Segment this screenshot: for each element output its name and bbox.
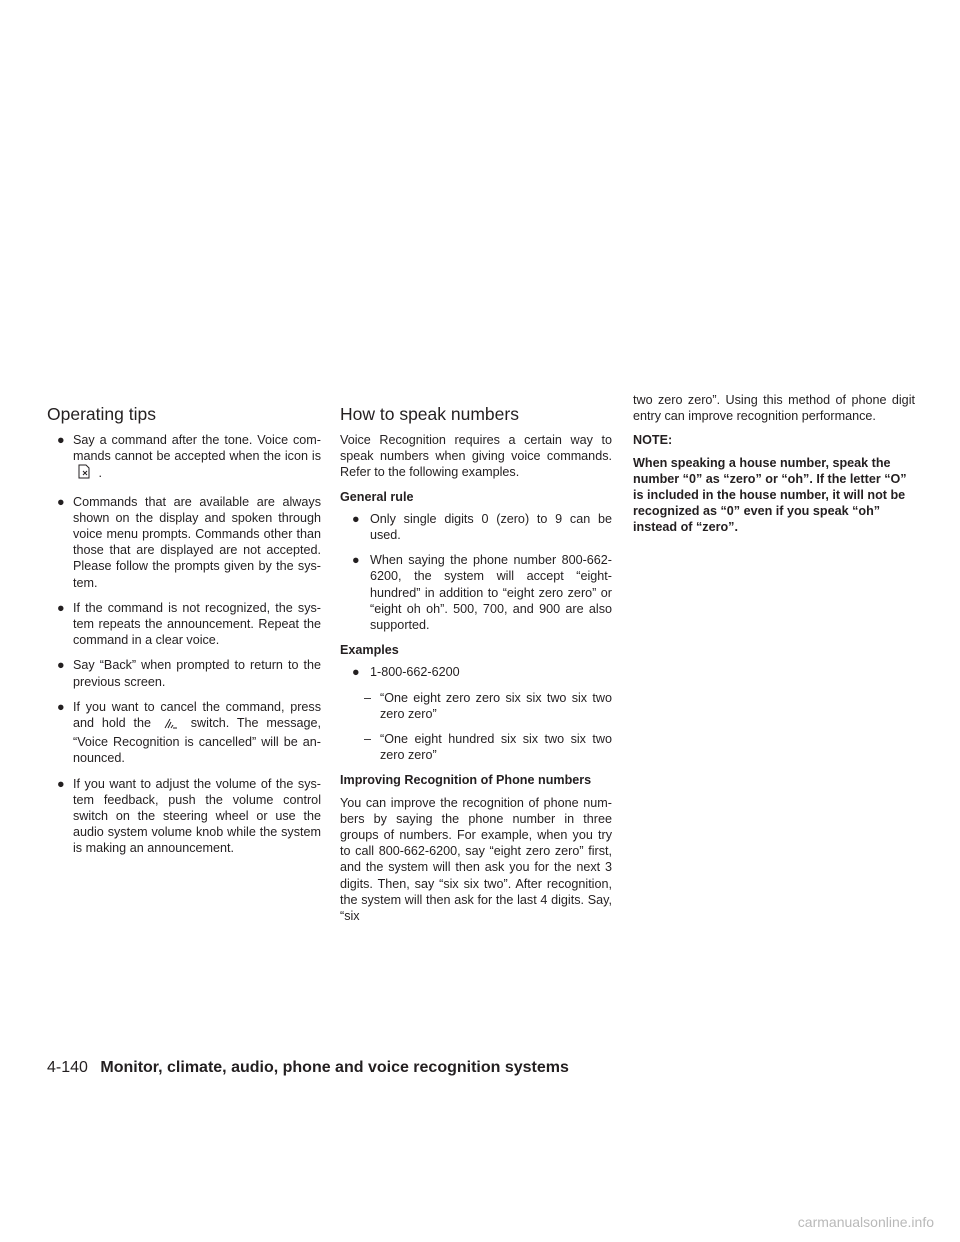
note-label: NOTE: [633,433,673,448]
note-text: When speaking a house number, speak the number “0” as “zero” or “oh”. If the letter “O” is included in the house number, it will not be recognized as “0” even if you speak “oh” instead of “zero”. [633,455,907,535]
dash-icon: – [364,690,372,705]
bullet-icon: ● [57,776,65,791]
column-continued [633,392,915,536]
bullet-icon: ● [352,665,360,680]
bullet-icon: ● [352,511,360,526]
page-footer [47,1058,569,1078]
tip-item [47,776,321,857]
examples-title: Examples [340,643,399,658]
improving-title: Improving Recognition of Phone numbers [340,773,592,788]
bullet-icon: ● [57,699,65,714]
rules-list [340,511,612,633]
microphone-off-icon [77,464,91,484]
example-number: 1-800-662-6200 [370,665,460,680]
tip-item [47,494,321,591]
chapter-title: Monitor, climate, audio, phone and voice recognition systems [100,1059,569,1076]
example-variant-text: “One eight zero zero six six two six two zero zero” [380,690,612,721]
rule-text: When saying the phone number 800-662-6200, the system will accept “eight-hundred” in addition to “eight zero zero” or “eight oh oh”. 500, 700, and 900 are also supported. [370,553,612,633]
tip-item [47,432,321,485]
tip-item [47,699,321,767]
heading-operating-tips: Operating tips [47,404,156,424]
continued-paragraph: two zero zero”. Using this method of phone digit entry can improve recognition performance. [633,393,915,424]
tip-text: Say a command after the tone. Voice com-mands cannot be accepted when the icon is [73,433,321,464]
rule-item [340,511,612,543]
page-number: 4-140 [47,1059,88,1076]
example-variant-text: “One eight hundred six six two six two zero zero” [380,732,612,763]
rule-text: Only single digits 0 (zero) to 9 can be used. [370,511,612,543]
bullet-icon: ● [57,494,65,509]
bullet-icon: ● [352,553,360,568]
bullet-icon: ● [57,433,65,447]
example-variant [340,690,612,722]
tip-text-end: switch. The message, “Voice Recognition is cancelled” will be an-nounced. [73,716,322,766]
tip-text: If the command is not recognized, the sys-tem repeats the announcement. Repeat the command in a clear voice. [73,600,321,648]
example-variant [340,731,612,763]
rule-item [340,552,612,633]
tip-text-end: . [98,466,102,481]
intro-paragraph: Voice Recognition requires a certain way to speak numbers when giving voice commands. Refer to the following examples. [340,433,612,480]
tip-text: Say “Back” when prompted to return to the previous screen. [73,658,321,689]
tip-item [47,657,321,689]
examples-list [340,664,612,763]
dash-icon: – [364,732,372,747]
column-operating-tips [47,404,321,866]
improving-paragraph: You can improve the recognition of phone num-bers by saying the phone number in three groups of numbers. For example, when you try to call 800-662-6200, say “eight zero zero” first, and the system will then ask you for the next 3 digits. Then, say “six six two”. After recognition, the system will then ask for the last 4 digits. Say, “six [340,795,612,924]
heading-speak-numbers: How to speak numbers [340,404,519,424]
tips-list [47,432,321,857]
tip-text: Commands that are available are always shown on the display and spoken through voice menu prompts. Commands other than those that are displayed are not accepted. Please follow the prompts given by the sys-tem. [73,494,321,590]
watermark: carmanualsonline.info [797,1214,934,1230]
tip-text: If you want to adjust the volume of the sys-tem feedback, push the volume control switch on the steering wheel or use the audio system volume knob while the system is making an announcement. [73,776,321,856]
general-rule-title: General rule [340,489,414,504]
column-speak-numbers [340,404,612,932]
tip-text: If you want to cancel the command, press and hold the [73,699,321,731]
bullet-icon: ● [57,658,65,673]
talk-switch-icon [163,716,179,734]
bullet-icon: ● [57,600,65,615]
tip-item [47,600,321,649]
example-item [340,664,612,680]
